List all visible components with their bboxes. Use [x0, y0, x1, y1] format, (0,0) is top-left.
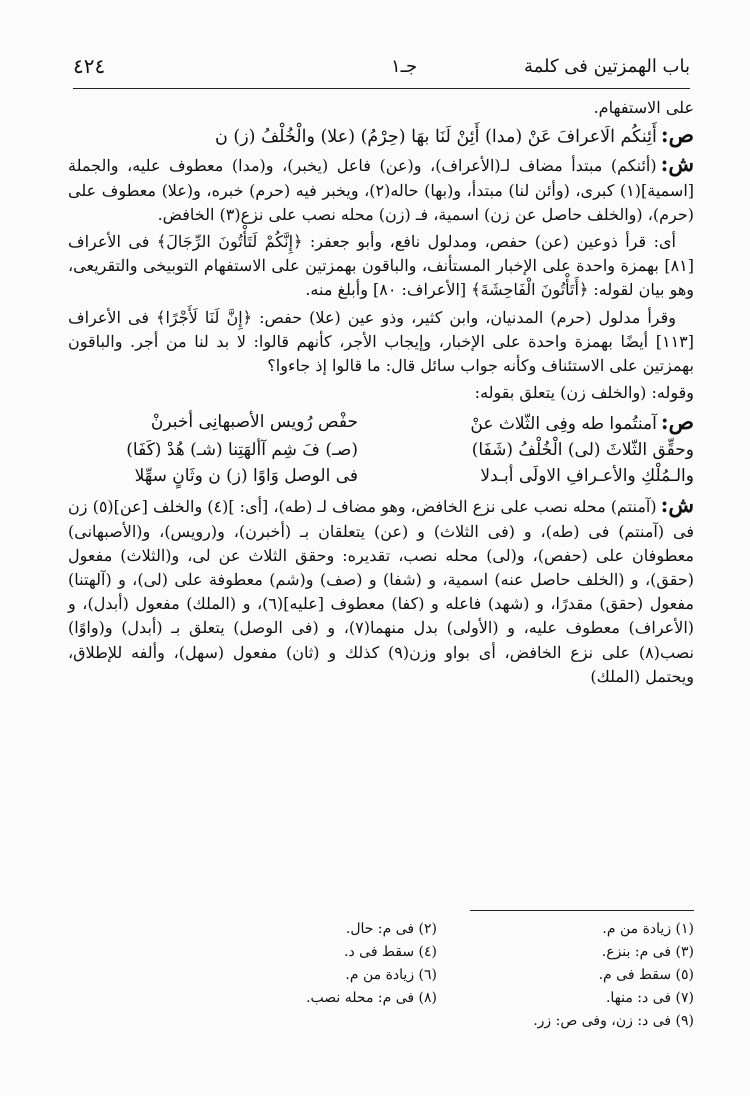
footnote: (١) زيادة من م. — [602, 921, 694, 937]
poem-row — [68, 437, 694, 463]
commentary — [68, 493, 694, 689]
sad-label: ص: — [660, 122, 694, 148]
poem-block — [68, 409, 694, 489]
chapter-title: باب الهمزتين فى كلمة — [523, 56, 690, 77]
commentary — [68, 152, 694, 227]
verse-text: أَئِنكُم الَاعرافَ عَنْ (مدا) أَئِنْ لَنَا بهَا (حِرْمُ) (علا) والْخُلْفُ (ز) ن — [214, 127, 657, 148]
footnote: (٨) فى م: محله نصب. — [306, 990, 437, 1006]
footnote — [180, 1010, 437, 1033]
footnote-row — [180, 1010, 694, 1033]
verse-line — [68, 123, 694, 149]
poem-hemistich: والـمُلْكِ والأعـرافِ الاولَى أبـدلا — [480, 466, 694, 487]
poem-hemistich: (صـ) فَ شِم آألهَتِنا (شـ) هُدْ (كَفَا) — [126, 440, 358, 461]
poem-hemistich: ص:آمنتُموا طه وفِى الثّلاث عنْ — [470, 409, 694, 435]
footnotes — [180, 918, 694, 1033]
shin-label: ش: — [660, 492, 694, 518]
running-header — [73, 52, 690, 86]
commentary-text: (أئنكم) مبتدأ مضاف لـ(الأعراف)، و(عن) فاعل (يخبر)، و(مدا) معطوف عليه، والجملة [اسمية](١) كبرى، (وأئن لنا) مبتدأ، و(بها) حاله(٢)، ويخبر فيه (حرم) خبره، و(علا) معطوف على (حرم)، (والخلف حاصل عن زن) اسمية، فـ (زن) محله نصب على نزع(٣) الخافض. — [68, 156, 694, 224]
footnote: (٧) فى د: منها. — [605, 990, 694, 1006]
poem-hemistich: وحقِّق الثّلاثَ (لى) الْخُلْفُ (شَفَا) — [471, 440, 694, 461]
footnote: (٥) سقط فى م. — [598, 967, 694, 983]
footnote: (٦) زيادة من م. — [345, 967, 437, 983]
footnote-row — [180, 987, 694, 1010]
footnote: (٤) سقط فى د. — [344, 944, 437, 960]
shin-label: ش: — [660, 151, 694, 177]
commentary-text: (آمنتم) محله نصب على نزع الخافض، وهو مضاف لـ (طه)، [أى: ](٤) والخلف [عن](٥) زن فى (آمنتم) فى (طه)، و (فى الثلاث) و (عن) يتعلقان بـ (أخبرن)، و(رويس)، و(الأصبهانى) معطوفان على (حفص)، و(لى) محله نصب، تقديره: وحقق الثلاث عن لى، و(الثلاث) مفعول (حقق)، و (الخلف حاصل عنه) اسمية، و (شفا) و (صف) و(شم) معطوفة على (لى)، و (آلهتنا) مفعول (حقق) مقدرًا، و (شهد) فاعله و (كفا) معطوف [عليه](٦)، و (الملك) مفعول (أبدل)، و (الأعراف) معطوف عليه، و (الأولى) بدل منهما(٧)، و (فى الوصل) يتعلق بـ (أبدل) و(واوًا) نصب(٨) على نزع الخافض، أى بواو وزن(٩) كذلك و (ثان) مفعول (سهل)، وألفه للإطلاق، ويحتمل (الملك) — [68, 497, 695, 686]
footnote-row — [180, 918, 694, 941]
footnote: (٩) فى د: زن، وفى ص: زر. — [533, 1013, 694, 1029]
page-number: ٤٢٤ — [73, 54, 106, 78]
poem-row — [68, 463, 694, 489]
footnote-row — [180, 964, 694, 987]
poem-hemistich: فى الوصل وَاوًا (ز) ن وثَانٍ سهِّلا — [134, 466, 358, 487]
footnote-row — [180, 941, 694, 964]
footnote: (٣) فى م: بنزع. — [601, 944, 694, 960]
paragraph: على الاستفهام. — [593, 98, 694, 117]
poem-hemistich: حفْص رُويس الأصبهانِى أخبرنْ — [150, 412, 358, 433]
main-text — [68, 96, 694, 692]
poem-row — [68, 409, 694, 437]
volume-label: جـ١ — [391, 56, 418, 77]
sad-label: ص: — [660, 409, 694, 435]
footnote: (٢) فى م: حال. — [345, 921, 437, 937]
paragraph: أى: قرأ ذوعين (عن) حفص، ومدلول نافع، وأبو جعفر: ﴿إِنَّكُمْ لَتَأْتُونَ الرِّجَالَ﴾ فى الأعراف [٨١] بهمزة واحدة على الإخبار المستأنف، والباقون بهمزتين على الاستفهام التوبيخى والتقريعى، وهو بيان لقوله: ﴿أَتَأْتُونَ الْفَاحِشَةَ﴾ [الأعراف: ٨٠] وأبلغ منه. — [68, 232, 694, 300]
footnote-divider — [470, 910, 694, 911]
paragraph: وقوله: (والخلف زن) يتعلق بقوله: — [474, 383, 694, 403]
paragraph: وقرأ مدلول (حرم) المدنيان، وابن كثير، وذو عين (علا) حفص: ﴿إِنَّ لَنَا لَأَجْرًا﴾ فى الأعراف [١١٣] أيضًا بهمزة واحدة على الإخبار، وإيجاب الأجر، كأنهم قالوا: لا بد لنا من أجر. والباقون بهمزتين على الاستئناف وكأنه جواب سائل قال: ما قالوا إذ جاءوا؟ — [68, 307, 695, 376]
header-divider — [73, 88, 690, 89]
